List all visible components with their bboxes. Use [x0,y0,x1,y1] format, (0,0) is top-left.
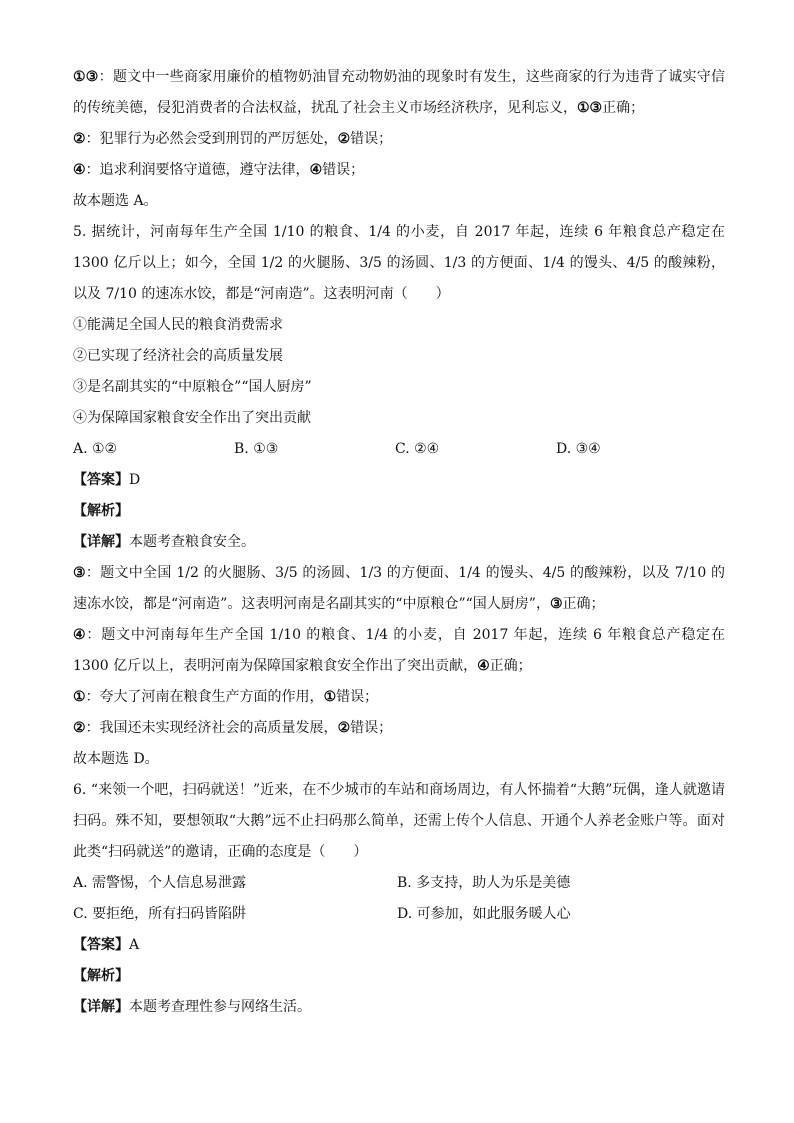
option-c: C. ②④ [395,441,440,457]
option-mark: ④ [309,162,323,178]
question-6-options-row-1 [73,868,725,899]
analysis-text: ：犯罪行为必然会受到刑罚的严厉惩处， [85,131,338,147]
analysis-text: ：题文中全国 1/2 的火腿肠、3/5 的汤圆、1/3 的方便面、1/4 的馒头、4/5 的酸辣粉，以及 7/10 的速冻水饺，都是“河南造”。这表明河南是名副其实的“中原粮仓”“国人厨房”， [73,565,725,612]
detail-label: 【详解】 [73,999,129,1015]
statement-item: ③是名副其实的“中原粮仓”“国人厨房” [73,379,312,395]
analysis-paragraph [73,682,725,713]
answer-value: D [129,472,141,488]
option-b: B. 多支持，助人为乐是美德 [397,875,571,891]
option-mark: ② [337,720,351,736]
verdict-text: 错误； [350,720,393,736]
verdict-text: 正确； [602,100,645,116]
document-body [73,62,725,1023]
analysis-text: ：题文中一些商家用廉价的植物奶油冒充动物奶油的现象时有发生，这些商家的行为违背了诚实守信的传统美德，侵犯消费者的合法权益，扰乱了社会主义市场经济秩序，见利忘义， [73,69,725,116]
question-6-options-row-2 [73,899,725,930]
analysis-text: ：我国还未实现经济社会的高质量发展， [85,720,338,736]
option-mark: ① [73,689,86,705]
question-6-stem: 6. “来领一个吧，扫码就送！”近来，在不少城市的车站和商场周边，有人怀揣着“大鹅”玩偶，逢人就邀请扫码。殊不知，要想领取“大鹅”远不止扫码那么简单，还需上传个人信息、开通个人养老金账户等。面对此类“扫码就送”的邀请，正确的态度是（ ） [73,782,725,860]
analysis-paragraph [73,713,725,744]
analysis-text: ：夸大了河南在粮食生产方面的作用， [85,689,324,705]
conclusion: 故本题选 D。 [73,751,159,767]
analysis-label: 【解析】 [73,968,129,984]
option-d: D. 可参加，如此服务暖人心 [397,906,571,922]
option-mark: ④ [73,627,87,643]
analysis-text: ：追求利润要恪守道德，遵守法律， [85,162,310,178]
statement-item: ①能满足全国人民的粮食消费需求 [73,317,283,333]
verdict-text: 错误； [350,131,393,147]
analysis-text: ：题文中河南每年生产全国 1/10 的粮食、1/4 的小麦，自 2017 年起，连续 6 年粮食总产稳定在 1300 亿斤以上，表明河南为保障国家粮食安全作出了突出贡献， [73,627,725,674]
option-mark: ①③ [73,69,99,85]
option-mark: ④ [477,658,490,674]
analysis-paragraph [73,558,725,620]
option-c: C. 要拒绝，所有扫码皆陷阱 [73,906,247,922]
answer-value: A [129,937,140,953]
verdict-text: 正确； [489,658,532,674]
detail-line [73,527,725,558]
answer-label: 【答案】 [73,472,129,488]
option-b: B. ①③ [234,441,279,457]
analysis-label: 【解析】 [73,503,129,519]
detail-text: 本题考查理性参与网络生活。 [129,999,311,1015]
option-mark: ③ [549,596,563,612]
statement-item: ④为保障国家粮食安全作出了突出贡献 [73,410,311,426]
option-d: D. ③④ [556,441,601,457]
option-a: A. ①② [73,441,118,457]
option-mark: ② [73,720,86,736]
question-5-stem: 5. 据统计，河南每年生产全国 1/10 的粮食、1/4 的小麦，自 2017 年起，连续 6 年粮食总产稳定在 1300 亿斤以上；如今，全国 1/2 的火腿肠、3/5 的汤圆、1/3 的方便面、1/4 的馒头、4/5 的酸辣粉，以及 7/10 的速冻水饺，都是“河南造”。这表明河南（ ） [73,224,725,302]
option-mark: ①③ [577,100,603,116]
option-mark: ② [73,131,86,147]
option-mark: ① [323,689,337,705]
answer-line [73,465,725,496]
detail-line [73,992,725,1023]
verdict-text: 错误； [322,162,365,178]
question-5-options [73,434,725,465]
option-mark: ③ [73,565,86,581]
verdict-text: 错误； [336,689,379,705]
analysis-paragraph [73,620,725,682]
answer-line [73,930,725,961]
analysis-paragraph [73,155,725,186]
verdict-text: 正确； [562,596,605,612]
detail-text: 本题考查粮食安全。 [129,534,255,550]
analysis-paragraph [73,124,725,155]
option-mark: ④ [73,162,86,178]
detail-label: 【详解】 [73,534,129,550]
answer-label: 【答案】 [73,937,129,953]
analysis-paragraph [73,62,725,124]
option-a: A. 需警惕，个人信息易泄露 [73,875,247,891]
conclusion: 故本题选 A。 [73,193,158,209]
statement-item: ②已实现了经济社会的高质量发展 [73,348,283,364]
option-mark: ② [337,131,351,147]
